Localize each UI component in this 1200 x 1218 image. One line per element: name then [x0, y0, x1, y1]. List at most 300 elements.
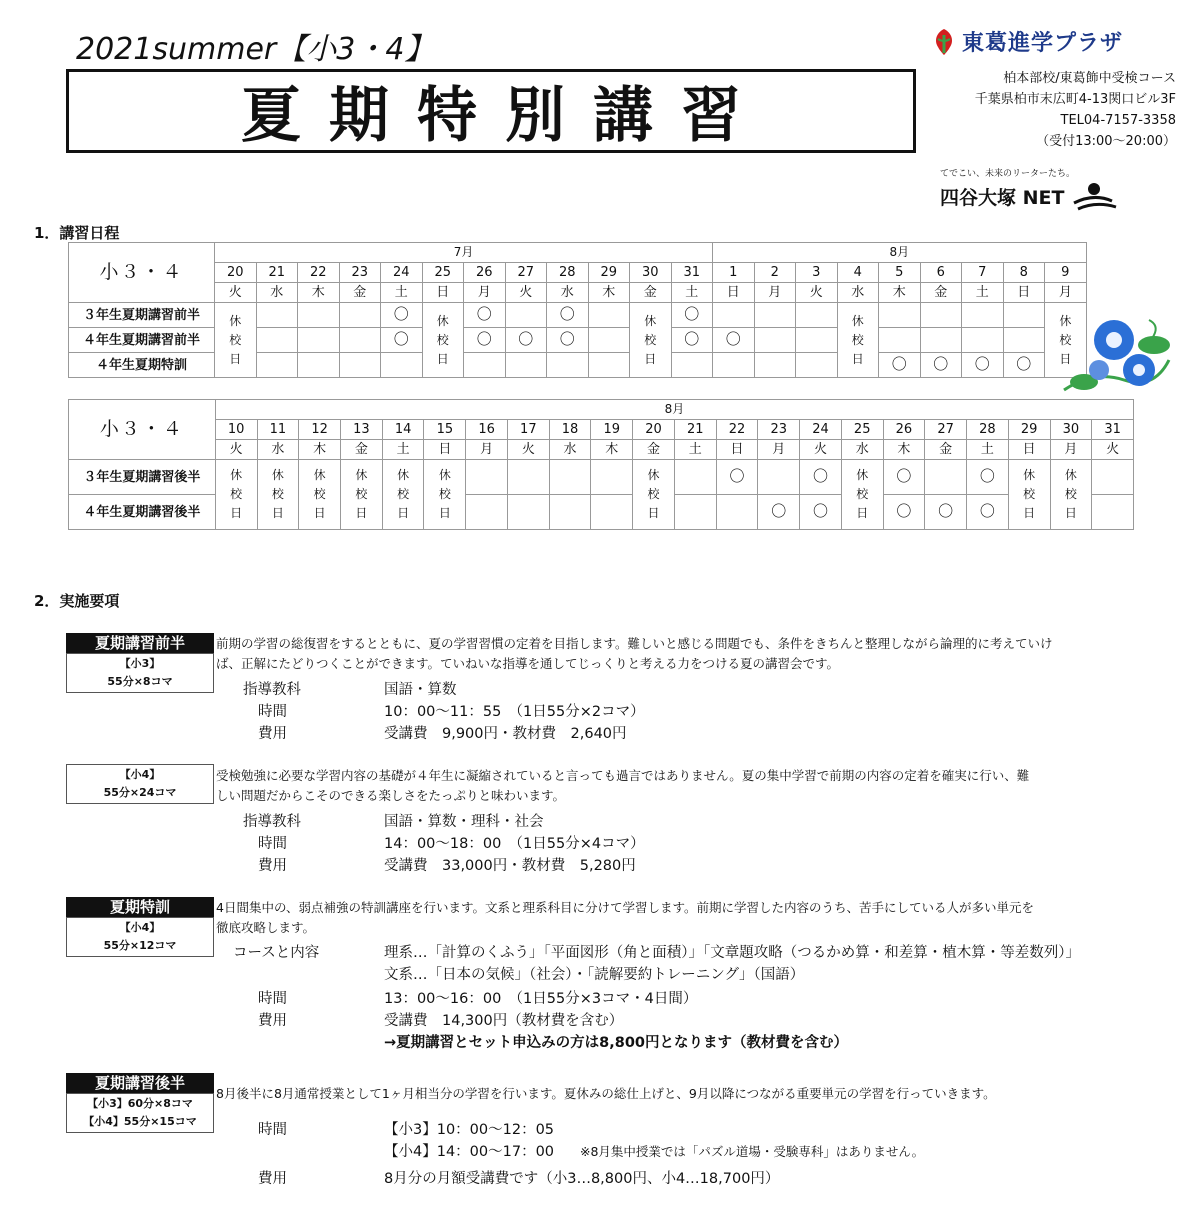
course-label: ３年生夏期講習後半 — [69, 460, 216, 495]
session-cell — [925, 460, 967, 495]
closed-char: 校 — [647, 487, 660, 501]
month-label: 7月 — [215, 243, 713, 263]
day-number: 28 — [547, 263, 589, 283]
session-cell — [1003, 303, 1045, 328]
session-cell — [339, 303, 381, 328]
fee-value: 8月分の月額受講費です（小3…8,800円、小4…18,700円） — [384, 1171, 780, 1187]
session-cell — [796, 303, 838, 328]
session-cell — [754, 303, 796, 328]
weekday: 月 — [464, 283, 506, 303]
weekday: 金 — [341, 440, 383, 460]
day-number: 5 — [879, 263, 921, 283]
subject-value: 国語・算数 — [384, 682, 457, 698]
day-number: 19 — [591, 420, 633, 440]
weekday: 日 — [1008, 440, 1050, 460]
closed-day-cell — [299, 460, 341, 530]
session-cell — [758, 495, 800, 530]
day-number: 31 — [671, 263, 713, 283]
session-cell — [591, 460, 633, 495]
partner-logo — [940, 166, 1118, 211]
course-tag-label: 夏期講習前半 — [66, 633, 214, 653]
course-sessions: 55分×8コマ — [107, 675, 173, 688]
partner-name: 四谷大塚 NET — [940, 186, 1065, 209]
weekday: 木 — [883, 440, 925, 460]
day-number: 24 — [381, 263, 423, 283]
closed-char: 日 — [851, 351, 864, 366]
session-mark: 〇 — [729, 467, 745, 485]
closed-char: 校 — [1023, 487, 1036, 501]
session-mark: 〇 — [812, 502, 828, 520]
weekday: 日 — [422, 283, 464, 303]
closed-char: 校 — [438, 487, 451, 501]
weekday: 火 — [215, 283, 257, 303]
closed-char: 校 — [397, 487, 410, 501]
weekday-row — [69, 440, 1134, 460]
weekday: 木 — [879, 283, 921, 303]
session-mark: 〇 — [393, 305, 409, 323]
weekday: 土 — [381, 283, 423, 303]
day-number: 13 — [341, 420, 383, 440]
session-cell — [796, 328, 838, 353]
weekday: 土 — [382, 440, 424, 460]
session-cell — [507, 460, 549, 495]
time-key: 時間 — [258, 836, 287, 852]
closed-char: 休 — [438, 468, 451, 482]
closed-day-cell — [215, 303, 257, 378]
weekday: 木 — [591, 440, 633, 460]
closed-char: 校 — [355, 487, 368, 501]
closed-char: 休 — [1064, 468, 1077, 482]
session-cell — [588, 303, 630, 328]
session-cell — [920, 328, 962, 353]
session-cell — [1003, 328, 1045, 353]
closed-char: 休 — [647, 468, 660, 482]
session-cell — [674, 495, 716, 530]
closed-day-cell — [633, 460, 675, 530]
set-discount-note: →夏期講習とセット申込みの方は8,800円となります（教材費を含む） — [384, 1035, 849, 1051]
day-number: 15 — [424, 420, 466, 440]
session-cell — [256, 303, 298, 328]
fee-value: 受講費 33,000円・教材費 5,280円 — [384, 858, 636, 874]
weekday: 土 — [671, 283, 713, 303]
weekday-row — [69, 283, 1087, 303]
weekday: 水 — [841, 440, 883, 460]
partner-emblem-icon — [1072, 181, 1118, 211]
brand-logo — [932, 26, 1123, 57]
closed-day-cell — [341, 460, 383, 530]
session-cell — [464, 328, 506, 353]
session-cell — [505, 353, 547, 378]
weekday: 日 — [424, 440, 466, 460]
session-cell — [962, 328, 1004, 353]
closed-char: 日 — [436, 351, 449, 366]
closed-char: 校 — [230, 487, 243, 501]
course-label: ３年生夏期講習前半 — [69, 303, 215, 328]
weekday: 土 — [674, 440, 716, 460]
session-mark: 〇 — [559, 305, 575, 323]
desc-line: ば、正解にたどりつくことができます。ていねいな指導を通してじっくりと考える力をつける夏の講習会です。 — [216, 656, 840, 671]
content-science: 理系…「計算のくふう」「平面図形（角と面積）」「文章題攻略（つるかめ算・和差算・植木算・等差数列）」 — [384, 945, 1080, 961]
title-box — [66, 69, 916, 153]
weekday: 日 — [716, 440, 758, 460]
session-cell — [256, 328, 298, 353]
subject-value: 国語・算数・理科・社会 — [384, 814, 544, 830]
session-mark: 〇 — [518, 330, 534, 348]
session-cell — [547, 353, 589, 378]
session-cell — [547, 328, 589, 353]
course-label: ４年生夏期講習後半 — [69, 495, 216, 530]
session-cell — [1092, 495, 1134, 530]
session-mark: 〇 — [684, 305, 700, 323]
day-number: 8 — [1003, 263, 1045, 283]
time-key: 時間 — [258, 991, 287, 1007]
day-number: 1 — [713, 263, 755, 283]
time-note: ※8月集中授業では「パズル道場・受験専科」はありません。 — [580, 1144, 925, 1159]
day-number: 20 — [633, 420, 675, 440]
session-cell — [381, 328, 423, 353]
closed-char: 休 — [313, 468, 326, 482]
weekday: 木 — [299, 440, 341, 460]
session-cell — [713, 353, 755, 378]
session-cell — [466, 495, 508, 530]
weekday: 土 — [962, 283, 1004, 303]
weekday: 月 — [466, 440, 508, 460]
session-cell — [800, 495, 842, 530]
partner-tagline: てでこい、未来のリーターたち。 — [940, 169, 1076, 179]
session-mark: 〇 — [938, 502, 954, 520]
session-cell — [716, 460, 758, 495]
session-cell — [962, 303, 1004, 328]
section-heading-details: 2．実施要項 — [34, 592, 120, 610]
closed-day-cell — [422, 303, 464, 378]
closed-char: 日 — [229, 351, 242, 366]
session-mark: 〇 — [979, 467, 995, 485]
course-row — [69, 303, 1087, 328]
desc-line: 4日間集中の、弱点補強の特訓講座を行います。文系と理系科目に分けて学習します。前期に学習した内容のうち、苦手にしている人が多い単元を — [216, 900, 1034, 915]
session-cell — [671, 328, 713, 353]
day-number: 18 — [549, 420, 591, 440]
course-sessions: 55分×24コマ — [103, 786, 177, 799]
session-cell — [547, 303, 589, 328]
session-cell — [549, 460, 591, 495]
contact-address — [975, 68, 1176, 152]
weekday: 日 — [1003, 283, 1045, 303]
day-number: 4 — [837, 263, 879, 283]
session-cell — [591, 495, 633, 530]
month-row — [69, 243, 1087, 263]
weekday: 火 — [507, 440, 549, 460]
schedule-table-1 — [68, 242, 1087, 378]
closed-char: 日 — [397, 506, 410, 520]
day-number: 7 — [962, 263, 1004, 283]
course-tag-summer-second — [66, 1073, 214, 1133]
subject-key: 指導教科 — [243, 814, 301, 830]
day-number: 24 — [800, 420, 842, 440]
weekday: 水 — [256, 283, 298, 303]
course-grade: 【小4】 — [119, 921, 161, 934]
day-number: 21 — [256, 263, 298, 283]
closed-char: 日 — [647, 506, 660, 520]
session-mark: 〇 — [979, 502, 995, 520]
fee-value: 受講費 9,900円・教材費 2,640円 — [384, 726, 627, 742]
session-mark: 〇 — [725, 330, 741, 348]
closed-char: 休 — [436, 313, 449, 328]
course-description — [216, 898, 1136, 938]
session-mark: 〇 — [684, 330, 700, 348]
course-tag-info — [66, 653, 214, 693]
phone-line: TEL04-7157-3358 — [1060, 113, 1176, 128]
day-number: 6 — [920, 263, 962, 283]
grade-label: 小３・４ — [69, 243, 215, 303]
schedule-table-2 — [68, 399, 1134, 530]
brand-emblem-icon — [932, 27, 956, 57]
day-number: 22 — [298, 263, 340, 283]
session-cell — [713, 303, 755, 328]
session-cell — [464, 353, 506, 378]
session-mark: 〇 — [1016, 355, 1032, 373]
closed-char: 休 — [397, 468, 410, 482]
time-value-grade4: 【小4】14：00～17：00 — [384, 1144, 555, 1160]
day-row — [69, 420, 1134, 440]
month-label: 8月 — [215, 400, 1133, 420]
session-cell — [588, 353, 630, 378]
session-cell — [967, 460, 1009, 495]
closed-char: 休 — [230, 468, 243, 482]
session-cell — [381, 353, 423, 378]
session-cell — [754, 353, 796, 378]
address-line: 千葉県柏市末広町4-13関口ビル3F — [974, 92, 1176, 107]
closed-char: 校 — [436, 332, 449, 347]
desc-line: 徹底攻略します。 — [216, 920, 316, 935]
session-cell — [674, 460, 716, 495]
closed-char: 日 — [1064, 506, 1077, 520]
session-cell — [879, 328, 921, 353]
day-number: 23 — [339, 263, 381, 283]
closed-char: 休 — [1059, 313, 1072, 328]
session-cell — [339, 328, 381, 353]
subject-key: 指導教科 — [243, 682, 301, 698]
weekday: 金 — [925, 440, 967, 460]
day-number: 25 — [422, 263, 464, 283]
session-cell — [967, 495, 1009, 530]
session-cell — [713, 328, 755, 353]
closed-char: 休 — [229, 313, 242, 328]
session-cell — [920, 303, 962, 328]
closed-char: 休 — [271, 468, 284, 482]
course-grade: 【小4】 — [119, 768, 161, 781]
grade-label: 小３・４ — [69, 400, 216, 460]
closed-day-cell — [837, 303, 879, 378]
session-cell — [800, 460, 842, 495]
time-key: 時間 — [258, 1122, 287, 1138]
weekday: 金 — [633, 440, 675, 460]
weekday: 月 — [754, 283, 796, 303]
day-number: 12 — [299, 420, 341, 440]
closed-char: 休 — [355, 468, 368, 482]
session-cell — [464, 303, 506, 328]
day-number: 26 — [883, 420, 925, 440]
closed-day-cell — [215, 460, 257, 530]
closed-day-cell — [841, 460, 883, 530]
subtitle: 2021summer【小3・4】 — [76, 32, 435, 67]
session-mark: 〇 — [974, 355, 990, 373]
closed-char: 校 — [271, 487, 284, 501]
day-number: 27 — [505, 263, 547, 283]
page-title: 夏期特別講習 — [241, 81, 769, 151]
session-cell — [796, 353, 838, 378]
month-row — [69, 400, 1134, 420]
course-tag-label: 夏期特訓 — [66, 897, 214, 917]
hours-line: （受付13:00～20:00） — [1036, 134, 1176, 149]
day-number: 9 — [1045, 263, 1087, 283]
day-number: 22 — [716, 420, 758, 440]
session-mark: 〇 — [891, 355, 907, 373]
day-number: 25 — [841, 420, 883, 440]
weekday: 土 — [967, 440, 1009, 460]
fee-key: 費用 — [258, 726, 287, 742]
weekday: 月 — [1045, 283, 1087, 303]
day-number: 3 — [796, 263, 838, 283]
content-humanities: 文系…「日本の気候」（社会）・「読解要約トレーニング」（国語） — [384, 967, 805, 983]
session-cell — [505, 328, 547, 353]
session-mark: 〇 — [476, 330, 492, 348]
closed-char: 日 — [438, 506, 451, 520]
session-mark: 〇 — [476, 305, 492, 323]
day-number: 29 — [1008, 420, 1050, 440]
content-key: コースと内容 — [233, 945, 320, 961]
desc-line: 前期の学習の総復習をするとともに、夏の学習習慣の定着を目指します。難しいと感じる問題でも、条件をきちんと整理しながら論理的に考えていけ — [216, 636, 1053, 651]
closed-day-cell — [1050, 460, 1092, 530]
weekday: 水 — [547, 283, 589, 303]
day-number: 14 — [382, 420, 424, 440]
closed-char: 校 — [313, 487, 326, 501]
course-label: ４年生夏期講習前半 — [69, 328, 215, 353]
time-value: 10：00～11：55 （1日55分×2コマ） — [384, 704, 645, 720]
fee-value: 受講費 14,300円（教材費を含む） — [384, 1013, 624, 1029]
course-label: ４年生夏期特訓 — [69, 353, 215, 378]
closed-day-cell — [1008, 460, 1050, 530]
session-cell — [549, 495, 591, 530]
course-tag-info — [66, 764, 214, 804]
course-grade: 【小4】55分×15コマ — [83, 1115, 197, 1128]
closed-char: 校 — [856, 487, 869, 501]
closed-char: 日 — [1059, 351, 1072, 366]
closed-char: 校 — [644, 332, 657, 347]
day-number: 16 — [466, 420, 508, 440]
course-sessions: 55分×12コマ — [103, 939, 177, 952]
closed-char: 休 — [1023, 468, 1036, 482]
day-number: 10 — [215, 420, 257, 440]
session-mark: 〇 — [896, 467, 912, 485]
fee-key: 費用 — [258, 1171, 287, 1187]
course-description — [216, 634, 1136, 674]
session-cell — [962, 353, 1004, 378]
day-number: 20 — [215, 263, 257, 283]
closed-char: 校 — [1059, 332, 1072, 347]
weekday: 金 — [339, 283, 381, 303]
session-mark: 〇 — [896, 502, 912, 520]
weekday: 火 — [796, 283, 838, 303]
fee-key: 費用 — [258, 858, 287, 874]
closed-char: 休 — [856, 468, 869, 482]
session-cell — [256, 353, 298, 378]
closed-char: 休 — [644, 313, 657, 328]
course-tag-grade4 — [66, 764, 214, 804]
session-mark: 〇 — [771, 502, 787, 520]
course-tag-label: 夏期講習後半 — [66, 1073, 214, 1093]
desc-line: しい問題だからこそのできる楽しさをたっぷりと味わいます。 — [216, 788, 566, 803]
weekday: 水 — [257, 440, 299, 460]
session-cell — [671, 353, 713, 378]
weekday: 火 — [215, 440, 257, 460]
session-cell — [298, 303, 340, 328]
day-number: 29 — [588, 263, 630, 283]
day-number: 21 — [674, 420, 716, 440]
weekday: 火 — [1092, 440, 1134, 460]
closed-char: 休 — [851, 313, 864, 328]
day-number: 31 — [1092, 420, 1134, 440]
weekday: 火 — [800, 440, 842, 460]
day-number: 28 — [967, 420, 1009, 440]
time-value-grade3: 【小3】10：00～12：05 — [384, 1122, 555, 1138]
session-cell — [671, 303, 713, 328]
course-tag-intensive — [66, 897, 214, 957]
session-mark: 〇 — [812, 467, 828, 485]
closed-day-cell — [257, 460, 299, 530]
time-key: 時間 — [258, 704, 287, 720]
course-tag-summer-first — [66, 633, 214, 693]
session-cell — [298, 328, 340, 353]
session-cell — [925, 495, 967, 530]
day-number: 30 — [1050, 420, 1092, 440]
session-mark: 〇 — [559, 330, 575, 348]
closed-char: 日 — [856, 506, 869, 520]
session-cell — [505, 303, 547, 328]
course-grade: 【小3】60分×8コマ — [87, 1097, 193, 1110]
closed-char: 日 — [230, 506, 243, 520]
closed-char: 日 — [355, 506, 368, 520]
course-grade: 【小3】 — [119, 657, 161, 670]
time-value: 13：00～16：00 （1日55分×3コマ・4日間） — [384, 991, 698, 1007]
session-cell — [758, 460, 800, 495]
closed-char: 日 — [271, 506, 284, 520]
closed-char: 日 — [313, 506, 326, 520]
closed-day-cell — [630, 303, 672, 378]
weekday: 月 — [1050, 440, 1092, 460]
weekday: 金 — [920, 283, 962, 303]
course-row — [69, 460, 1134, 495]
session-cell — [920, 353, 962, 378]
session-cell — [879, 303, 921, 328]
day-number: 2 — [754, 263, 796, 283]
month-label: 8月 — [713, 243, 1087, 263]
closed-char: 校 — [1064, 487, 1077, 501]
closed-char: 校 — [229, 332, 242, 347]
course-tag-info — [66, 917, 214, 957]
day-number: 30 — [630, 263, 672, 283]
weekday: 水 — [837, 283, 879, 303]
desc-line: 8月後半に8月通常授業として1ヶ月相当分の学習を行います。夏休みの総仕上げと、9月以降につながる重要単元の学習を行っていきます。 — [216, 1086, 996, 1101]
closed-char: 日 — [1023, 506, 1036, 520]
session-cell — [883, 495, 925, 530]
day-number: 11 — [257, 420, 299, 440]
session-cell — [879, 353, 921, 378]
session-cell — [883, 460, 925, 495]
section-heading-schedule: 1．講習日程 — [34, 224, 120, 242]
weekday: 金 — [630, 283, 672, 303]
session-mark: 〇 — [393, 330, 409, 348]
day-number: 17 — [507, 420, 549, 440]
